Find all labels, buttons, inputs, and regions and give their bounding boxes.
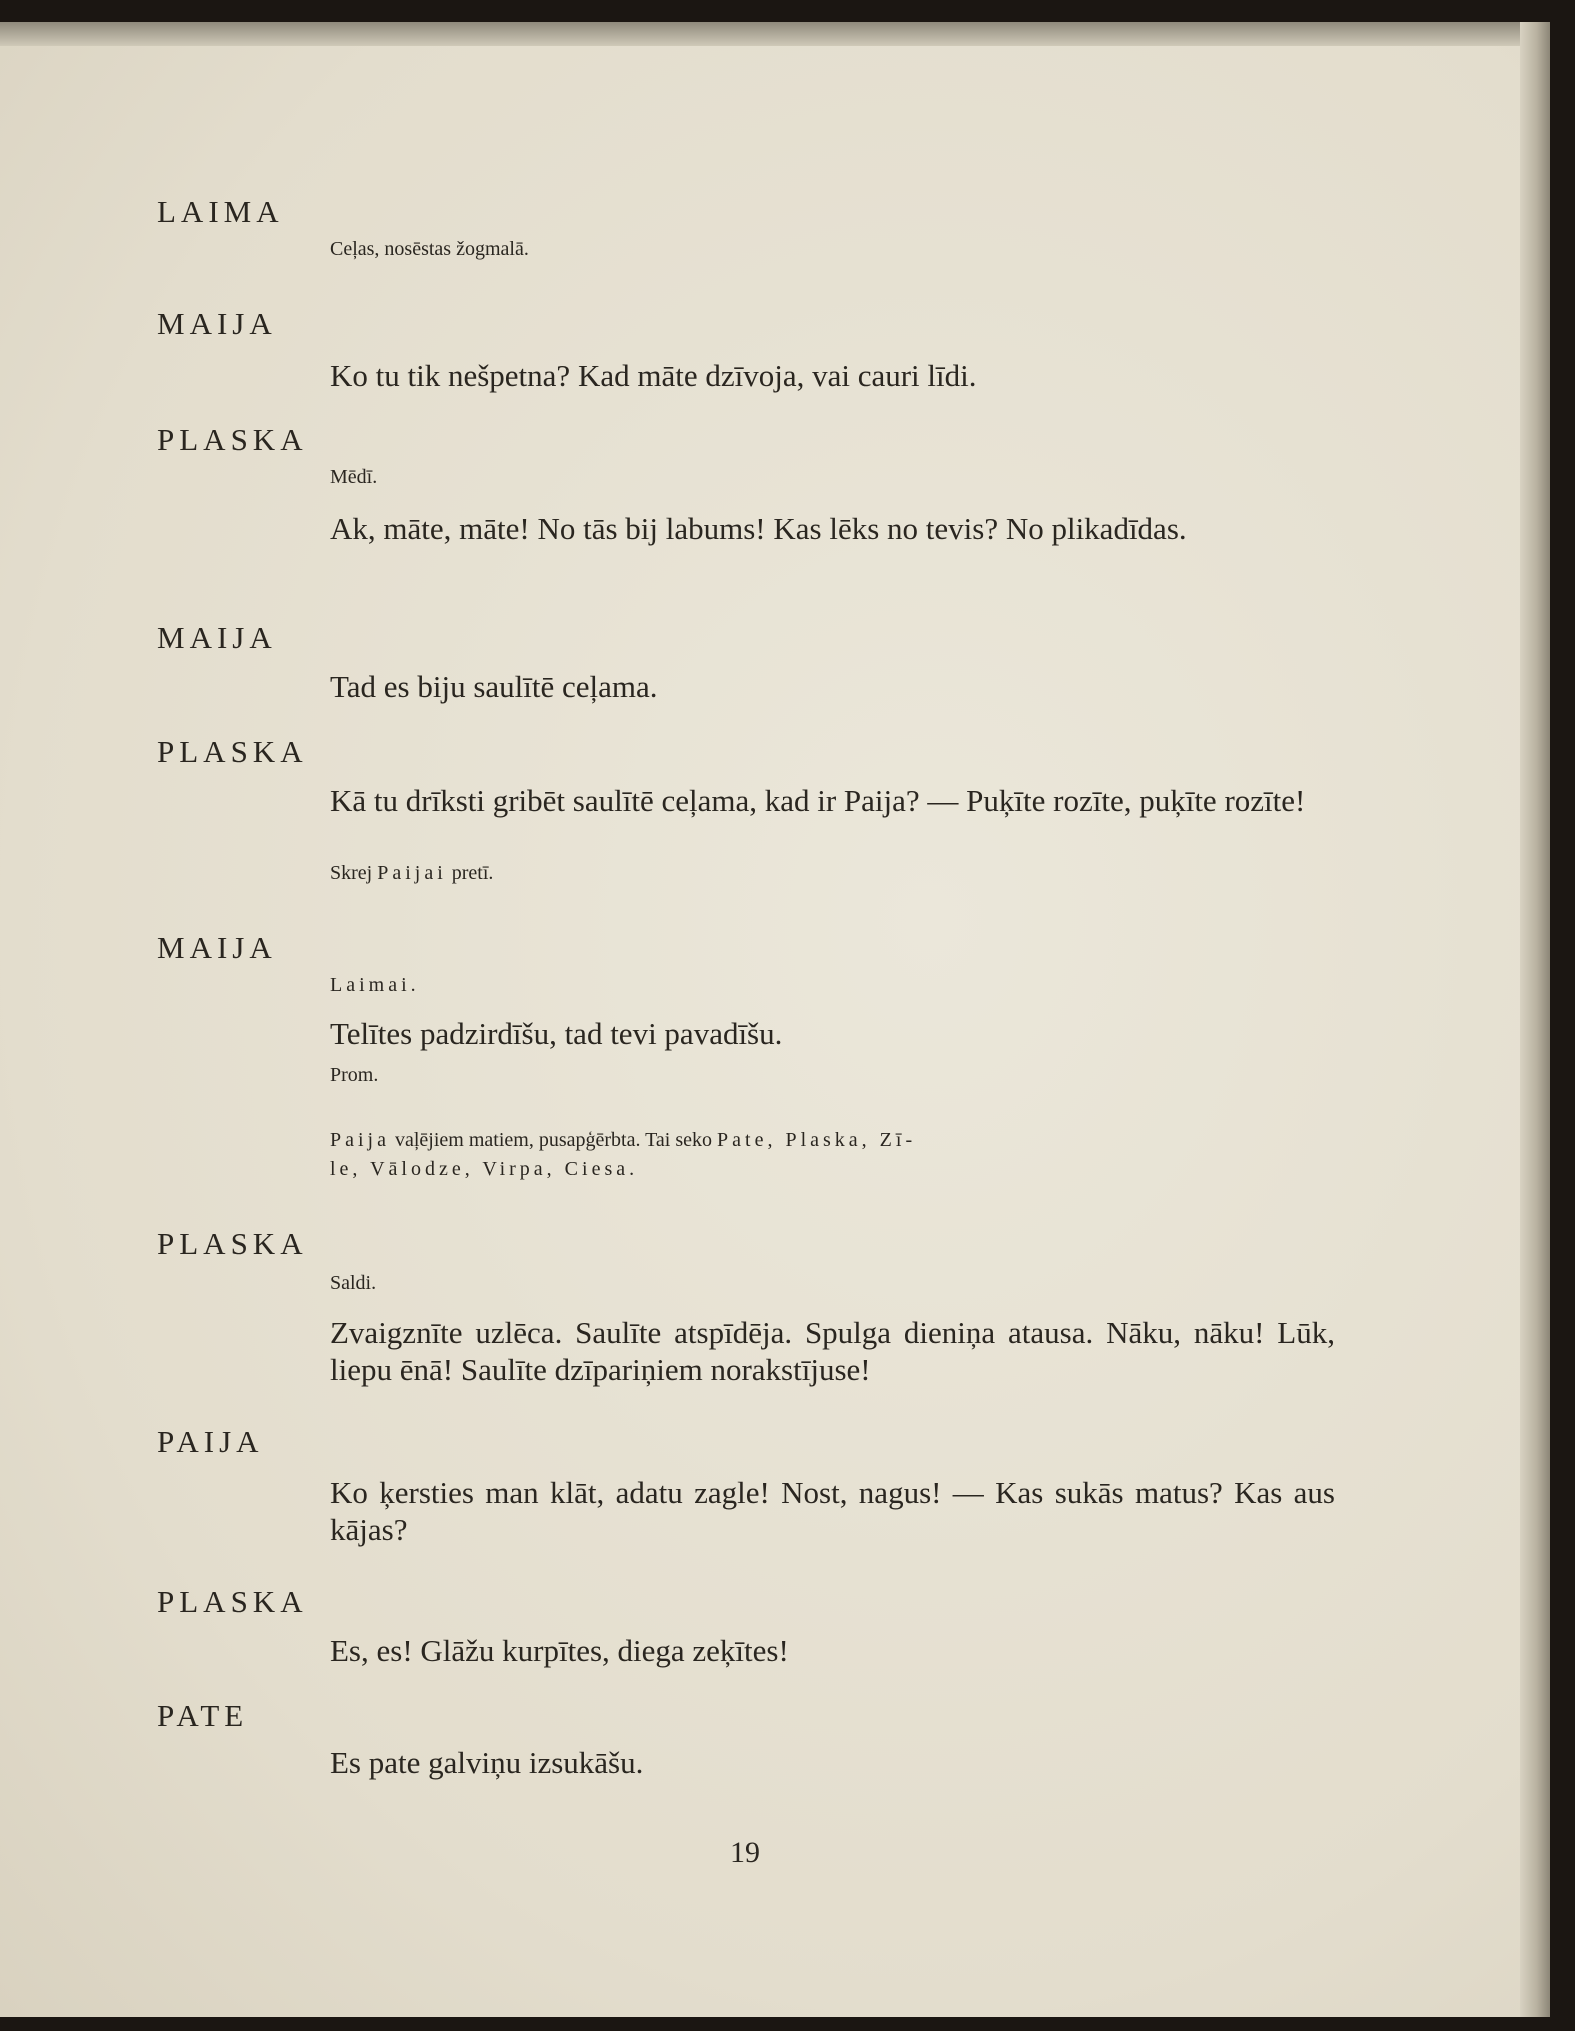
page-top-edge — [0, 22, 1550, 46]
character-name: Paija — [330, 1129, 390, 1151]
stage-direction — [330, 1126, 1335, 1184]
character-name: Paijai — [377, 862, 447, 884]
stage-direction: Ceļas, nosēstas žogmalā. — [330, 238, 529, 260]
dialogue-line: Ak, māte, māte! No tās bij labums! Kas lēks no tevis? No plikadīdas. — [330, 511, 1187, 546]
character-names: Pate, Plaska, Zī- — [717, 1129, 917, 1151]
stage-direction: Laimai. — [330, 974, 420, 996]
speaker-plaska: PLASKA — [157, 1226, 308, 1261]
page-spine-edge — [1520, 22, 1550, 2017]
speaker-plaska: PLASKA — [157, 422, 308, 457]
page-number: 19 — [730, 1836, 760, 1869]
speaker-maija: MAIJA — [157, 306, 277, 341]
direction-text: pretī. — [451, 862, 494, 884]
speaker-paija: PAIJA — [157, 1424, 264, 1459]
speaker-maija: MAIJA — [157, 620, 277, 655]
dialogue-line: Ko tu tik nešpetna? Kad māte dzīvoja, vai cauri līdi. — [330, 358, 977, 393]
dialogue-line: Telītes padzirdīšu, tad tevi pavadīšu. — [330, 1016, 783, 1051]
speaker-pate: PATE — [157, 1698, 249, 1733]
dialogue-line: Ko ķersties man klāt, adatu zagle! Nost, nagus! — Kas sukās matus? Kas aus kājas? — [330, 1475, 1335, 1547]
dialogue-line: Zvaigznīte uzlēca. Saulīte atspīdēja. Spulga dieniņa atausa. Nāku, nāku! Lūk, liepu ēnā! Saulīte dzīpariņiem norakstījuse! — [330, 1315, 1335, 1387]
stage-direction — [330, 860, 1335, 887]
stage-direction: Saldi. — [330, 1272, 377, 1294]
direction-text: vaļējiem matiem, pusapģērbta. Tai seko — [395, 1129, 713, 1151]
speaker-plaska: PLASKA — [157, 734, 308, 769]
speaker-plaska: PLASKA — [157, 1584, 308, 1619]
dialogue-line: Es pate galviņu izsukāšu. — [330, 1745, 644, 1780]
speaker-maija: MAIJA — [157, 930, 277, 965]
stage-direction: Mēdī. — [330, 466, 378, 488]
character-names: le, Vālodze, Virpa, Ciesa. — [330, 1158, 639, 1180]
dialogue-line: Kā tu drīksti gribēt saulītē ceļama, kad ir Paija? — Puķīte rozīte, puķīte rozīte! — [330, 783, 1306, 818]
stage-direction: Prom. — [330, 1064, 379, 1086]
dialogue-line: Tad es biju saulītē ceļama. — [330, 669, 658, 704]
book-page — [0, 22, 1550, 2017]
speaker-laima: LAIMA — [157, 194, 284, 229]
dialogue-line: Es, es! Glāžu kurpītes, diega zeķītes! — [330, 1633, 789, 1668]
direction-text: Skrej — [330, 862, 373, 884]
